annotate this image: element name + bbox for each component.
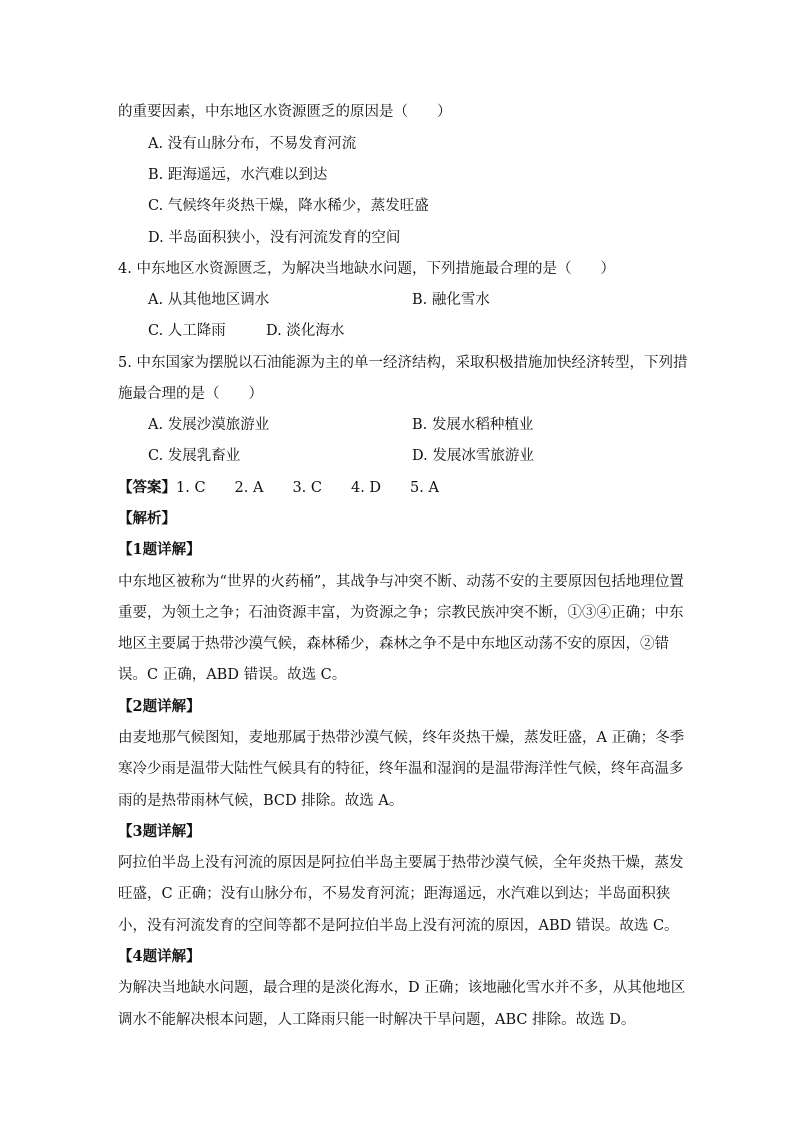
- q3-option-c: C. 气候终年炎热干燥，降水稀少，蒸发旺盛: [148, 198, 429, 214]
- q5-option-d: D. 发展冰雪旅游业: [412, 448, 534, 464]
- detail3-line: 旺盛，C 正确；没有山脉分布，不易发育河流；距海遥远，水汽难以到达；半岛面积狭: [118, 886, 671, 902]
- detail1-line: 中东地区被称为“世界的火药桶”，其战争与冲突不断、动荡不安的主要原因包括地理位置: [118, 574, 684, 590]
- answer-line: [118, 478, 439, 498]
- q5-option-b: B. 发展水稻种植业: [412, 417, 534, 433]
- detail3-line: 小，没有河流发育的空间等都不是阿拉伯半岛上没有河流的原因，ABD 错误。故选 C。: [118, 918, 679, 934]
- answer-text: 1. C 2. A 3. C 4. D 5. A: [176, 480, 439, 496]
- q5-option-a: A. 发展沙漠旅游业: [148, 417, 270, 433]
- detail3-line: 阿拉伯半岛上没有河流的原因是阿拉伯半岛主要属于热带沙漠气候，全年炎热干燥，蒸发: [118, 855, 684, 871]
- detail1-title: 【1题详解】: [118, 541, 201, 558]
- q3-option-d: D. 半岛面积狭小，没有河流发育的空间: [148, 230, 401, 246]
- q4-stem: 4. 中东地区水资源匮乏，为解决当地缺水问题，下列措施最合理的是（ ）: [118, 261, 615, 277]
- detail2-line: 寒冷少雨是温带大陆性气候具有的特征，终年温和湿润的是温带海洋性气候，终年高温多: [118, 761, 684, 777]
- q4-option-b: B. 融化雪水: [412, 292, 490, 308]
- q3-option-b: B. 距海遥远，水汽难以到达: [148, 167, 328, 183]
- detail3-title: 【3题详解】: [118, 823, 201, 840]
- q3-option-a: A. 没有山脉分布，不易发育河流: [148, 136, 357, 152]
- q5-option-c: C. 发展乳畜业: [148, 448, 241, 464]
- detail1-line: 重要，为领土之争；石油资源丰富，为资源之争；宗教民族冲突不断，①③④正确；中东: [118, 605, 684, 621]
- answer-label: 【答案】: [118, 479, 176, 496]
- q5-stem-line2: 施最合理的是（ ）: [118, 386, 263, 402]
- detail1-line: 误。C 正确，ABD 错误。故选 C。: [118, 667, 347, 683]
- detail2-title: 【2题详解】: [118, 698, 201, 715]
- detail1-line: 地区主要属于热带沙漠气候，森林稀少，森林之争不是中东地区动荡不安的原因，②错: [118, 636, 669, 652]
- q4-option-d: D. 淡化海水: [266, 323, 345, 339]
- q4-option-c: C. 人工降雨: [148, 323, 226, 339]
- detail4-title: 【4题详解】: [118, 948, 201, 965]
- q3-stem-tail: 的重要因素，中东地区水资源匮乏的原因是（ ）: [118, 104, 452, 120]
- analysis-label: 【解析】: [118, 510, 176, 527]
- q4-option-a: A. 从其他地区调水: [148, 292, 270, 308]
- detail4-line: 为解决当地缺水问题，最合理的是淡化海水，D 正确；该地融化雪水并不多，从其他地区: [118, 980, 686, 996]
- detail2-line: 雨的是热带雨林气候，BCD 排除。故选 A。: [118, 793, 404, 809]
- detail4-line: 调水不能解决根本问题，人工降雨只能一时解决干旱问题，ABC 排除。故选 D。: [118, 1012, 636, 1028]
- q5-stem-line1: 5. 中东国家为摆脱以石油能源为主的单一经济结构，采取积极措施加快经济转型，下列措: [118, 355, 688, 371]
- detail2-line: 由麦地那气候图知，麦地那属于热带沙漠气候，终年炎热干燥，蒸发旺盛，A 正确；冬季: [118, 730, 685, 746]
